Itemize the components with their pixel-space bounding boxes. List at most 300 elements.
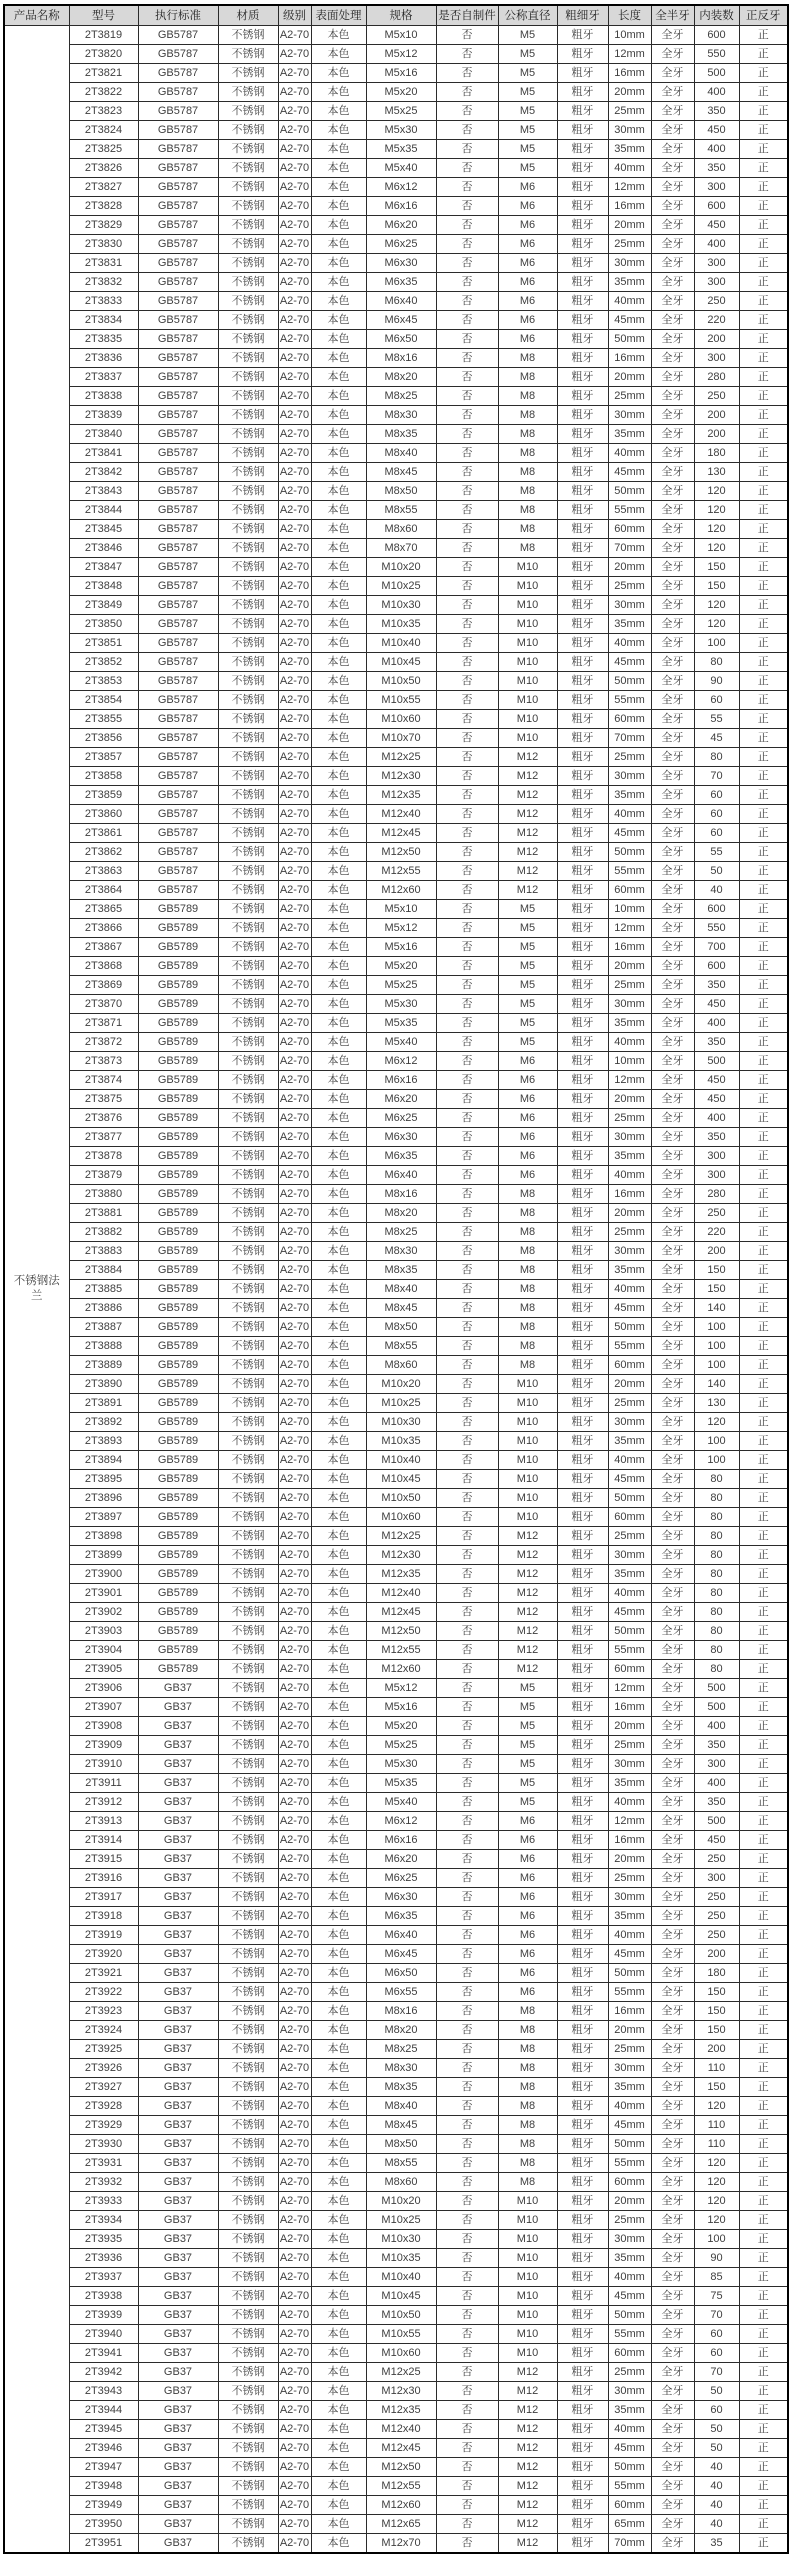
cell-thread-coverage: 全牙 xyxy=(651,1014,694,1033)
cell-standard: GB37 xyxy=(138,1717,218,1736)
cell-grade: A2-70 xyxy=(278,1394,311,1413)
cell-spec: M12x25 xyxy=(366,2363,436,2382)
cell-nominal-diameter: M12 xyxy=(498,2515,557,2534)
cell-model: 2T3943 xyxy=(69,2382,138,2401)
cell-surface-finish: 本色 xyxy=(311,1660,366,1679)
cell-spec: M12x40 xyxy=(366,805,436,824)
cell-nominal-diameter: M5 xyxy=(498,1717,557,1736)
cell-pack-quantity: 40 xyxy=(694,881,739,900)
cell-length: 20mm xyxy=(608,1850,651,1869)
cell-spec: M10x35 xyxy=(366,1432,436,1451)
cell-spec: M6x20 xyxy=(366,1850,436,1869)
cell-spec: M10x50 xyxy=(366,2306,436,2325)
cell-spec: M12x45 xyxy=(366,2439,436,2458)
cell-pack-quantity: 500 xyxy=(694,1698,739,1717)
cell-pack-quantity: 600 xyxy=(694,957,739,976)
cell-self-made: 否 xyxy=(436,1755,498,1774)
cell-material: 不锈钢 xyxy=(218,1413,278,1432)
cell-model: 2T3942 xyxy=(69,2363,138,2382)
cell-thread-direction: 正 xyxy=(739,1907,788,1926)
table-row xyxy=(4,881,788,900)
cell-standard: GB5787 xyxy=(138,197,218,216)
cell-surface-finish: 本色 xyxy=(311,577,366,596)
cell-spec: M12x45 xyxy=(366,1603,436,1622)
cell-material: 不锈钢 xyxy=(218,539,278,558)
cell-self-made: 否 xyxy=(436,900,498,919)
cell-material: 不锈钢 xyxy=(218,387,278,406)
cell-grade: A2-70 xyxy=(278,577,311,596)
cell-length: 60mm xyxy=(608,881,651,900)
cell-thread-pitch: 粗牙 xyxy=(557,2135,608,2154)
cell-length: 16mm xyxy=(608,197,651,216)
cell-pack-quantity: 80 xyxy=(694,1622,739,1641)
cell-thread-coverage: 全牙 xyxy=(651,1964,694,1983)
cell-thread-direction: 正 xyxy=(739,349,788,368)
cell-material: 不锈钢 xyxy=(218,2211,278,2230)
cell-spec: M5x16 xyxy=(366,1698,436,1717)
cell-material: 不锈钢 xyxy=(218,1489,278,1508)
cell-surface-finish: 本色 xyxy=(311,1869,366,1888)
cell-surface-finish: 本色 xyxy=(311,615,366,634)
cell-standard: GB37 xyxy=(138,2477,218,2496)
cell-grade: A2-70 xyxy=(278,2534,311,2554)
table-row xyxy=(4,2135,788,2154)
cell-surface-finish: 本色 xyxy=(311,1394,366,1413)
cell-length: 30mm xyxy=(608,1755,651,1774)
cell-thread-direction: 正 xyxy=(739,805,788,824)
cell-thread-pitch: 粗牙 xyxy=(557,1508,608,1527)
cell-length: 20mm xyxy=(608,1090,651,1109)
cell-standard: GB37 xyxy=(138,2382,218,2401)
cell-spec: M8x40 xyxy=(366,1280,436,1299)
table-row xyxy=(4,1793,788,1812)
cell-material: 不锈钢 xyxy=(218,1299,278,1318)
cell-thread-direction: 正 xyxy=(739,520,788,539)
cell-model: 2T3837 xyxy=(69,368,138,387)
cell-standard: GB37 xyxy=(138,1888,218,1907)
cell-self-made: 否 xyxy=(436,2534,498,2554)
cell-thread-coverage: 全牙 xyxy=(651,501,694,520)
cell-standard: GB5789 xyxy=(138,938,218,957)
cell-thread-coverage: 全牙 xyxy=(651,919,694,938)
cell-material: 不锈钢 xyxy=(218,311,278,330)
cell-model: 2T3835 xyxy=(69,330,138,349)
cell-model: 2T3882 xyxy=(69,1223,138,1242)
cell-material: 不锈钢 xyxy=(218,805,278,824)
cell-thread-pitch: 粗牙 xyxy=(557,1888,608,1907)
cell-surface-finish: 本色 xyxy=(311,2325,366,2344)
cell-grade: A2-70 xyxy=(278,900,311,919)
cell-pack-quantity: 80 xyxy=(694,1470,739,1489)
column-header-8: 公称直径 xyxy=(498,5,557,26)
cell-length: 25mm xyxy=(608,1527,651,1546)
table-row xyxy=(4,976,788,995)
cell-surface-finish: 本色 xyxy=(311,862,366,881)
cell-model: 2T3907 xyxy=(69,1698,138,1717)
cell-nominal-diameter: M5 xyxy=(498,938,557,957)
cell-pack-quantity: 400 xyxy=(694,1774,739,1793)
cell-length: 55mm xyxy=(608,2154,651,2173)
cell-self-made: 否 xyxy=(436,2249,498,2268)
cell-model: 2T3926 xyxy=(69,2059,138,2078)
cell-thread-pitch: 粗牙 xyxy=(557,1280,608,1299)
cell-spec: M6x16 xyxy=(366,1071,436,1090)
cell-spec: M6x35 xyxy=(366,273,436,292)
cell-thread-pitch: 粗牙 xyxy=(557,1489,608,1508)
cell-length: 20mm xyxy=(608,957,651,976)
cell-spec: M6x30 xyxy=(366,1888,436,1907)
cell-thread-coverage: 全牙 xyxy=(651,2515,694,2534)
cell-nominal-diameter: M8 xyxy=(498,349,557,368)
cell-standard: GB37 xyxy=(138,1736,218,1755)
cell-self-made: 否 xyxy=(436,1375,498,1394)
cell-spec: M10x30 xyxy=(366,1413,436,1432)
cell-model: 2T3823 xyxy=(69,102,138,121)
cell-thread-direction: 正 xyxy=(739,216,788,235)
cell-nominal-diameter: M8 xyxy=(498,1356,557,1375)
cell-standard: GB5787 xyxy=(138,596,218,615)
cell-standard: GB37 xyxy=(138,2496,218,2515)
cell-spec: M10x40 xyxy=(366,634,436,653)
cell-model: 2T3866 xyxy=(69,919,138,938)
cell-model: 2T3871 xyxy=(69,1014,138,1033)
cell-thread-pitch: 粗牙 xyxy=(557,140,608,159)
cell-length: 30mm xyxy=(608,2382,651,2401)
cell-grade: A2-70 xyxy=(278,463,311,482)
cell-spec: M5x30 xyxy=(366,995,436,1014)
cell-standard: GB37 xyxy=(138,1983,218,2002)
cell-thread-coverage: 全牙 xyxy=(651,1527,694,1546)
cell-pack-quantity: 200 xyxy=(694,2040,739,2059)
cell-spec: M8x35 xyxy=(366,425,436,444)
cell-nominal-diameter: M8 xyxy=(498,482,557,501)
cell-pack-quantity: 500 xyxy=(694,1679,739,1698)
cell-material: 不锈钢 xyxy=(218,2458,278,2477)
cell-self-made: 否 xyxy=(436,197,498,216)
cell-thread-direction: 正 xyxy=(739,2477,788,2496)
cell-pack-quantity: 85 xyxy=(694,2268,739,2287)
cell-thread-coverage: 全牙 xyxy=(651,216,694,235)
cell-model: 2T3864 xyxy=(69,881,138,900)
cell-self-made: 否 xyxy=(436,273,498,292)
cell-thread-direction: 正 xyxy=(739,1831,788,1850)
cell-surface-finish: 本色 xyxy=(311,824,366,843)
cell-length: 16mm xyxy=(608,349,651,368)
cell-model: 2T3921 xyxy=(69,1964,138,1983)
cell-length: 40mm xyxy=(608,444,651,463)
cell-pack-quantity: 300 xyxy=(694,1869,739,1888)
cell-thread-pitch: 粗牙 xyxy=(557,520,608,539)
cell-thread-direction: 正 xyxy=(739,729,788,748)
table-row xyxy=(4,1394,788,1413)
cell-thread-coverage: 全牙 xyxy=(651,1565,694,1584)
cell-thread-direction: 正 xyxy=(739,615,788,634)
table-row xyxy=(4,2496,788,2515)
cell-standard: GB5789 xyxy=(138,919,218,938)
cell-thread-coverage: 全牙 xyxy=(651,1546,694,1565)
cell-surface-finish: 本色 xyxy=(311,2154,366,2173)
table-row xyxy=(4,444,788,463)
cell-thread-coverage: 全牙 xyxy=(651,2097,694,2116)
cell-surface-finish: 本色 xyxy=(311,748,366,767)
cell-nominal-diameter: M12 xyxy=(498,2363,557,2382)
cell-pack-quantity: 45 xyxy=(694,729,739,748)
cell-thread-direction: 正 xyxy=(739,995,788,1014)
cell-spec: M8x25 xyxy=(366,1223,436,1242)
cell-self-made: 否 xyxy=(436,976,498,995)
cell-self-made: 否 xyxy=(436,1413,498,1432)
table-row xyxy=(4,2515,788,2534)
cell-surface-finish: 本色 xyxy=(311,273,366,292)
cell-standard: GB5787 xyxy=(138,121,218,140)
cell-standard: GB5787 xyxy=(138,444,218,463)
cell-thread-coverage: 全牙 xyxy=(651,2439,694,2458)
cell-surface-finish: 本色 xyxy=(311,843,366,862)
cell-model: 2T3869 xyxy=(69,976,138,995)
cell-pack-quantity: 120 xyxy=(694,520,739,539)
cell-length: 25mm xyxy=(608,2040,651,2059)
cell-thread-pitch: 粗牙 xyxy=(557,1546,608,1565)
cell-surface-finish: 本色 xyxy=(311,1147,366,1166)
cell-self-made: 否 xyxy=(436,311,498,330)
cell-length: 10mm xyxy=(608,1052,651,1071)
cell-model: 2T3906 xyxy=(69,1679,138,1698)
cell-grade: A2-70 xyxy=(278,786,311,805)
cell-grade: A2-70 xyxy=(278,1565,311,1584)
cell-material: 不锈钢 xyxy=(218,2116,278,2135)
cell-thread-coverage: 全牙 xyxy=(651,1584,694,1603)
cell-length: 25mm xyxy=(608,387,651,406)
cell-nominal-diameter: M10 xyxy=(498,1489,557,1508)
cell-length: 35mm xyxy=(608,1147,651,1166)
cell-material: 不锈钢 xyxy=(218,862,278,881)
cell-thread-direction: 正 xyxy=(739,976,788,995)
cell-material: 不锈钢 xyxy=(218,1394,278,1413)
cell-thread-direction: 正 xyxy=(739,596,788,615)
cell-standard: GB5787 xyxy=(138,824,218,843)
cell-model: 2T3886 xyxy=(69,1299,138,1318)
cell-surface-finish: 本色 xyxy=(311,121,366,140)
cell-thread-coverage: 全牙 xyxy=(651,1261,694,1280)
cell-spec: M6x30 xyxy=(366,254,436,273)
cell-self-made: 否 xyxy=(436,786,498,805)
cell-self-made: 否 xyxy=(436,1052,498,1071)
cell-surface-finish: 本色 xyxy=(311,2439,366,2458)
cell-thread-direction: 正 xyxy=(739,1698,788,1717)
cell-material: 不锈钢 xyxy=(218,1204,278,1223)
cell-thread-coverage: 全牙 xyxy=(651,1090,694,1109)
cell-material: 不锈钢 xyxy=(218,2192,278,2211)
cell-thread-direction: 正 xyxy=(739,748,788,767)
cell-thread-direction: 正 xyxy=(739,26,788,45)
cell-model: 2T3946 xyxy=(69,2439,138,2458)
table-row xyxy=(4,1660,788,1679)
column-header-5: 表面处理 xyxy=(311,5,366,26)
cell-thread-direction: 正 xyxy=(739,425,788,444)
cell-spec: M12x35 xyxy=(366,786,436,805)
cell-model: 2T3819 xyxy=(69,26,138,45)
table-row xyxy=(4,1717,788,1736)
cell-material: 不锈钢 xyxy=(218,1869,278,1888)
cell-self-made: 否 xyxy=(436,1527,498,1546)
cell-pack-quantity: 400 xyxy=(694,1109,739,1128)
cell-surface-finish: 本色 xyxy=(311,1413,366,1432)
cell-nominal-diameter: M8 xyxy=(498,2078,557,2097)
cell-self-made: 否 xyxy=(436,596,498,615)
cell-self-made: 否 xyxy=(436,615,498,634)
cell-thread-coverage: 全牙 xyxy=(651,1413,694,1432)
cell-length: 30mm xyxy=(608,406,651,425)
cell-thread-direction: 正 xyxy=(739,2097,788,2116)
table-row xyxy=(4,938,788,957)
cell-thread-pitch: 粗牙 xyxy=(557,2192,608,2211)
cell-standard: GB5789 xyxy=(138,1337,218,1356)
cell-model: 2T3840 xyxy=(69,425,138,444)
cell-pack-quantity: 150 xyxy=(694,2002,739,2021)
cell-grade: A2-70 xyxy=(278,140,311,159)
cell-grade: A2-70 xyxy=(278,2401,311,2420)
cell-length: 40mm xyxy=(608,805,651,824)
cell-thread-direction: 正 xyxy=(739,140,788,159)
cell-pack-quantity: 40 xyxy=(694,2477,739,2496)
cell-spec: M10x25 xyxy=(366,577,436,596)
cell-pack-quantity: 55 xyxy=(694,843,739,862)
cell-length: 45mm xyxy=(608,653,651,672)
cell-surface-finish: 本色 xyxy=(311,2230,366,2249)
cell-model: 2T3929 xyxy=(69,2116,138,2135)
cell-self-made: 否 xyxy=(436,64,498,83)
cell-length: 35mm xyxy=(608,1774,651,1793)
cell-material: 不锈钢 xyxy=(218,2173,278,2192)
cell-self-made: 否 xyxy=(436,1185,498,1204)
cell-model: 2T3890 xyxy=(69,1375,138,1394)
cell-standard: GB5787 xyxy=(138,672,218,691)
cell-nominal-diameter: M6 xyxy=(498,1147,557,1166)
cell-spec: M8x30 xyxy=(366,406,436,425)
cell-pack-quantity: 120 xyxy=(694,2211,739,2230)
cell-grade: A2-70 xyxy=(278,1508,311,1527)
cell-pack-quantity: 100 xyxy=(694,634,739,653)
cell-thread-direction: 正 xyxy=(739,1337,788,1356)
cell-grade: A2-70 xyxy=(278,1090,311,1109)
cell-pack-quantity: 80 xyxy=(694,1584,739,1603)
cell-thread-pitch: 粗牙 xyxy=(557,254,608,273)
cell-pack-quantity: 35 xyxy=(694,2534,739,2554)
cell-spec: M6x50 xyxy=(366,1964,436,1983)
cell-nominal-diameter: M5 xyxy=(498,1736,557,1755)
cell-thread-direction: 正 xyxy=(739,2116,788,2135)
cell-nominal-diameter: M10 xyxy=(498,729,557,748)
cell-surface-finish: 本色 xyxy=(311,1280,366,1299)
cell-model: 2T3896 xyxy=(69,1489,138,1508)
cell-thread-direction: 正 xyxy=(739,1261,788,1280)
cell-nominal-diameter: M10 xyxy=(498,2325,557,2344)
cell-model: 2T3836 xyxy=(69,349,138,368)
cell-pack-quantity: 150 xyxy=(694,2021,739,2040)
table-row xyxy=(4,2192,788,2211)
cell-material: 不锈钢 xyxy=(218,2002,278,2021)
cell-standard: GB5787 xyxy=(138,862,218,881)
cell-grade: A2-70 xyxy=(278,1185,311,1204)
cell-thread-direction: 正 xyxy=(739,330,788,349)
cell-thread-direction: 正 xyxy=(739,1755,788,1774)
cell-length: 45mm xyxy=(608,1603,651,1622)
cell-spec: M8x35 xyxy=(366,2078,436,2097)
cell-model: 2T3935 xyxy=(69,2230,138,2249)
cell-thread-pitch: 粗牙 xyxy=(557,577,608,596)
cell-thread-pitch: 粗牙 xyxy=(557,330,608,349)
cell-material: 不锈钢 xyxy=(218,1261,278,1280)
cell-self-made: 否 xyxy=(436,1812,498,1831)
cell-thread-pitch: 粗牙 xyxy=(557,292,608,311)
column-header-6: 规格 xyxy=(366,5,436,26)
cell-standard: GB5789 xyxy=(138,957,218,976)
table-row xyxy=(4,216,788,235)
cell-material: 不锈钢 xyxy=(218,178,278,197)
cell-thread-direction: 正 xyxy=(739,1489,788,1508)
cell-standard: GB5789 xyxy=(138,1147,218,1166)
cell-model: 2T3878 xyxy=(69,1147,138,1166)
cell-material: 不锈钢 xyxy=(218,1717,278,1736)
cell-grade: A2-70 xyxy=(278,2230,311,2249)
cell-length: 50mm xyxy=(608,2306,651,2325)
cell-material: 不锈钢 xyxy=(218,444,278,463)
cell-nominal-diameter: M12 xyxy=(498,862,557,881)
cell-model: 2T3820 xyxy=(69,45,138,64)
cell-standard: GB37 xyxy=(138,1774,218,1793)
cell-material: 不锈钢 xyxy=(218,216,278,235)
cell-material: 不锈钢 xyxy=(218,121,278,140)
cell-surface-finish: 本色 xyxy=(311,2040,366,2059)
table-row xyxy=(4,26,788,45)
cell-thread-direction: 正 xyxy=(739,2363,788,2382)
cell-thread-direction: 正 xyxy=(739,1527,788,1546)
cell-thread-coverage: 全牙 xyxy=(651,1071,694,1090)
table-row xyxy=(4,2173,788,2192)
cell-nominal-diameter: M10 xyxy=(498,2192,557,2211)
cell-model: 2T3853 xyxy=(69,672,138,691)
table-row xyxy=(4,1869,788,1888)
cell-material: 不锈钢 xyxy=(218,2306,278,2325)
cell-length: 30mm xyxy=(608,1242,651,1261)
cell-thread-coverage: 全牙 xyxy=(651,1166,694,1185)
cell-spec: M10x50 xyxy=(366,1489,436,1508)
cell-nominal-diameter: M8 xyxy=(498,406,557,425)
cell-standard: GB5787 xyxy=(138,805,218,824)
cell-pack-quantity: 60 xyxy=(694,2344,739,2363)
cell-nominal-diameter: M8 xyxy=(498,1223,557,1242)
cell-thread-direction: 正 xyxy=(739,1413,788,1432)
cell-standard: GB5789 xyxy=(138,1185,218,1204)
cell-model: 2T3914 xyxy=(69,1831,138,1850)
cell-thread-pitch: 粗牙 xyxy=(557,1413,608,1432)
cell-standard: GB37 xyxy=(138,1698,218,1717)
cell-thread-direction: 正 xyxy=(739,634,788,653)
cell-thread-pitch: 粗牙 xyxy=(557,1660,608,1679)
cell-length: 12mm xyxy=(608,45,651,64)
cell-length: 60mm xyxy=(608,2173,651,2192)
cell-surface-finish: 本色 xyxy=(311,1527,366,1546)
cell-model: 2T3867 xyxy=(69,938,138,957)
cell-self-made: 否 xyxy=(436,2439,498,2458)
cell-nominal-diameter: M12 xyxy=(498,2534,557,2554)
cell-self-made: 否 xyxy=(436,2078,498,2097)
table-row xyxy=(4,767,788,786)
cell-nominal-diameter: M6 xyxy=(498,254,557,273)
cell-length: 55mm xyxy=(608,1337,651,1356)
cell-material: 不锈钢 xyxy=(218,273,278,292)
cell-model: 2T3849 xyxy=(69,596,138,615)
